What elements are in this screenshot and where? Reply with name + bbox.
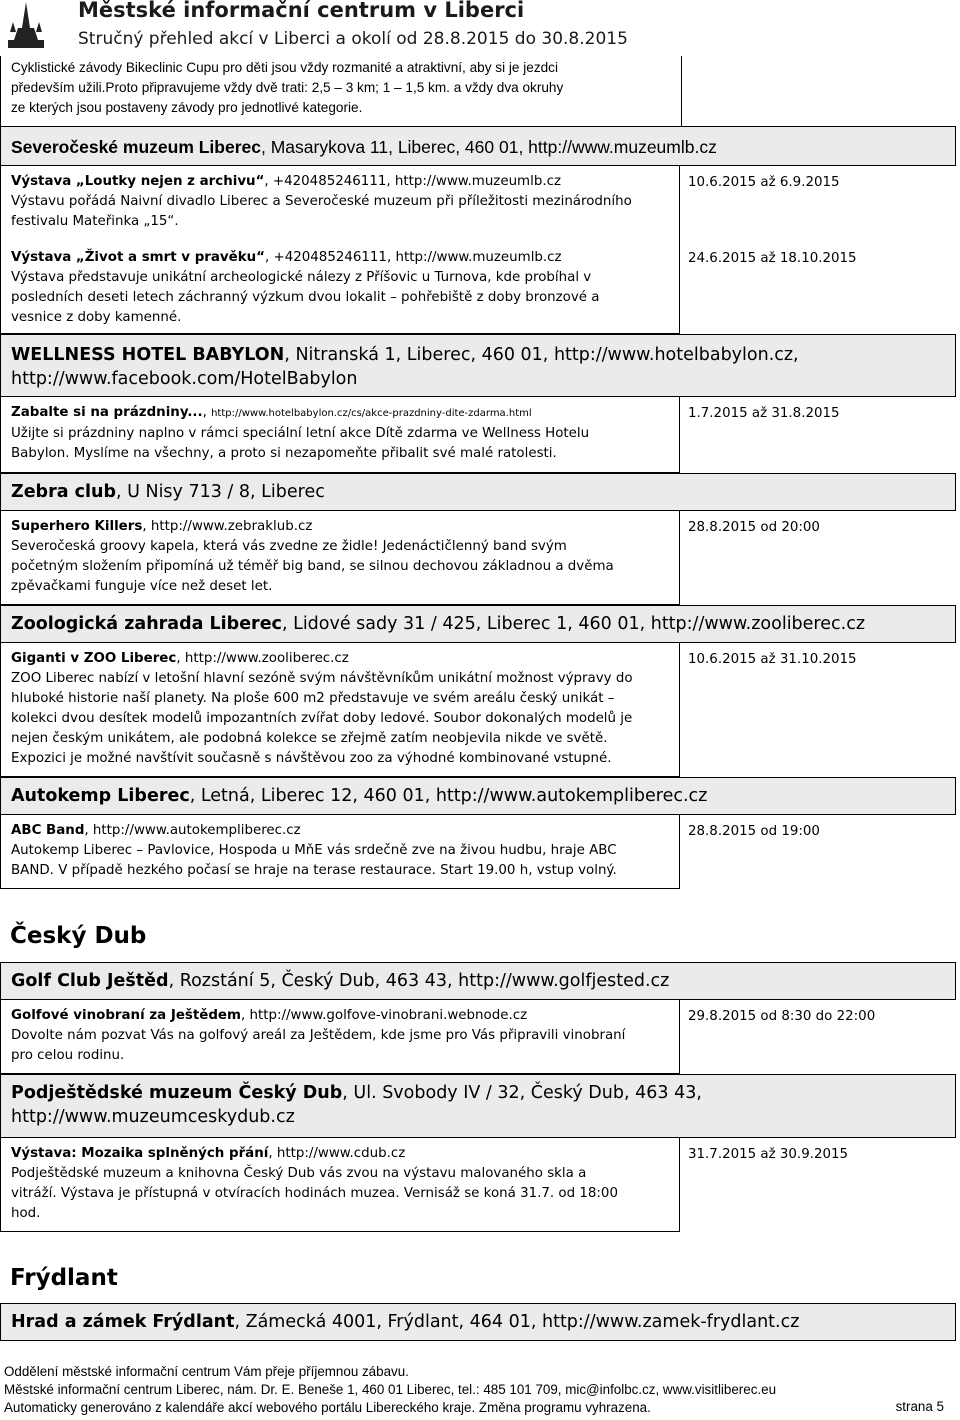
venue-address: , Masarykova 11, Liberec, 460 01, http://www.muzeumlb.cz (261, 137, 717, 157)
event-date: 1.7.2015 až 31.8.2015 (688, 406, 840, 421)
event-desc: Autokemp Liberec – Pavlovice, Hospoda u MňE vás srdečně zve na živou hudbu, hraje ABC (11, 843, 617, 858)
section-title: Frýdlant (10, 1265, 118, 1291)
venue-address: , Rozstání 5, Český Dub, 463 43, http://www.golfjested.cz (168, 971, 670, 991)
event-desc: Expozici je možné navštívit současně s návštěvou zoo za výhodné kombinované vstupné. (11, 751, 612, 766)
event-contact: , http://www.autokempliberec.cz (84, 823, 301, 838)
event-desc: Severočeská groovy kapela, která vás zvedne ze židle! Jedenáctičlenný band svým (11, 539, 567, 554)
intro-line: Cyklistické závody Bikeclinic Cupu pro děti jsou vždy rozmanité a atraktivní, aby si je jezdci (11, 60, 558, 75)
venue-address-2: http://www.muzeumceskydub.cz (11, 1107, 295, 1127)
event-desc: Babylon. Myslíme na všechny, a proto si nezapomeňte přibalit své malé ratolesti. (11, 446, 557, 461)
venue-header (0, 777, 956, 815)
event-entry (0, 511, 680, 605)
venue-address: , Lidové sady 31 / 425, Liberec 1, 460 01, http://www.zooliberec.cz (281, 614, 866, 634)
venue-name: Severočeské muzeum Liberec (11, 137, 261, 157)
event-title: Zabalte si na prázdniny... (11, 405, 203, 420)
venue-header (0, 1303, 956, 1341)
event-desc: kolekci dvou desítek modelů impozantních zvířat doby ledové. Soubor dokonalých modelů je (11, 711, 633, 726)
event-date: 28.8.2015 od 19:00 (688, 824, 820, 839)
event-entry (0, 397, 680, 473)
event-desc: zpěvačkami funguje více než deset let. (11, 579, 273, 594)
event-desc: vesnice z doby kamenné. (11, 310, 182, 325)
event-entry (0, 643, 680, 777)
event-date: 29.8.2015 od 8:30 do 22:00 (688, 1009, 876, 1024)
event-desc: BAND. V případě hezkého počasí se hraje na terase restaurace. Start 19.00 h, vstup volný. (11, 863, 617, 878)
event-title: ABC Band (11, 823, 85, 838)
section-title: Český Dub (10, 923, 147, 949)
event-desc: Výstavu pořádá Naivní divadlo Liberec a Severočeské muzeum při příležitosti mezinárodního (11, 194, 632, 209)
venue-address: , U Nisy 713 / 8, Liberec (115, 482, 325, 502)
event-date: 10.6.2015 až 31.10.2015 (688, 652, 857, 667)
venue-name: Autokemp Liberec (11, 786, 190, 806)
event-entry (0, 1138, 680, 1232)
header-title: Městské informační centrum v Liberci (78, 0, 525, 22)
event-entry (0, 166, 680, 334)
event-desc: Dovolte nám pozvat Vás na golfový areál za Ještědem, kde jsme pro Vás připravili vinobraní (11, 1028, 626, 1043)
event-contact: , http://www.zebraklub.cz (142, 519, 313, 534)
event-entry (0, 815, 680, 889)
event-desc: Podještědské muzeum a knihovna Český Dub vás zvou na výstavu malovaného skla a (11, 1166, 587, 1181)
event-date: 28.8.2015 od 20:00 (688, 520, 820, 535)
event-title: Výstava „Loutky nejen z archivu“ (11, 174, 265, 189)
event-contact: , (202, 405, 212, 420)
venue-address: , Nitranská 1, Liberec, 460 01, http://www.hotelbabylon.cz, (284, 345, 799, 365)
venue-name: WELLNESS HOTEL BABYLON (11, 345, 285, 365)
venue-header (0, 126, 956, 166)
event-desc: hluboké historie naší planety. Na ploše 600 m2 představuje ve svém areálu český unikát – (11, 691, 615, 706)
header-subtitle: Stručný přehled akcí v Liberci a okolí od 28.8.2015 do 30.8.2015 (78, 29, 628, 49)
liberec-city-logo-icon (4, 2, 48, 48)
event-desc: nejen českým unikátem, ale podobná kolekce se zřejmě zatím neobjevila nikde ve světě. (11, 731, 608, 746)
page-footer (4, 1363, 954, 1417)
event-title: Výstava „Život a smrt v pravěku“ (11, 250, 265, 265)
event-desc: početným složením připomíná už téměř big band, se silnou dechovou základnou a dvěma (11, 559, 614, 574)
footer-line: Automaticky generováno z kalendáře akcí webového portálu Libereckého kraje. Změna programu vyhrazena. (4, 1400, 651, 1415)
venue-header (0, 473, 956, 511)
event-title: Výstava: Mozaika splněných přání (11, 1146, 269, 1161)
venue-name: Hrad a zámek Frýdlant (11, 1312, 235, 1332)
page-number: strana 5 (895, 1399, 944, 1414)
footer-line: Oddělení městské informační centrum Vám přeje příjemnou zábavu. (4, 1364, 409, 1379)
event-date: 10.6.2015 až 6.9.2015 (688, 175, 840, 190)
venue-address: , Zámecká 4001, Frýdlant, 464 01, http://www.zamek-frydlant.cz (234, 1312, 800, 1332)
venue-header (0, 334, 956, 397)
venue-name: Golf Club Ještěd (11, 971, 169, 991)
venue-name: Zebra club (11, 482, 116, 502)
event-contact: , +420485246111, http://www.muzeumlb.cz (264, 250, 562, 265)
intro-box (0, 56, 682, 126)
venue-header (0, 1074, 956, 1138)
venue-address: , Letná, Liberec 12, 460 01, http://www.autokempliberec.cz (189, 786, 708, 806)
event-contact: , http://www.cdub.cz (268, 1146, 406, 1161)
event-url[interactable]: http://www.hotelbabylon.cz/cs/akce-prazdniny-dite-zdarma.html (211, 408, 532, 419)
event-desc: hod. (11, 1206, 41, 1221)
venue-address-2: http://www.facebook.com/HotelBabylon (11, 369, 358, 389)
event-contact: , +420485246111, http://www.muzeumlb.cz (264, 174, 561, 189)
venue-name: Zoologická zahrada Liberec (11, 614, 282, 634)
footer-line: Městské informační centrum Liberec, nám. Dr. E. Beneše 1, 460 01 Liberec, tel.: 485 101 709, mic@infolbc.cz, www.visitliberec.eu (4, 1382, 777, 1397)
venue-header (0, 962, 956, 1000)
event-desc: vitráží. Výstava je přístupná v otvíracích hodinách muzea. Vernisáž se koná 31.7. od 18:00 (11, 1186, 618, 1201)
event-desc: festivalu Mateřinka „15“. (11, 214, 179, 229)
event-desc: ZOO Liberec nabízí v letošní hlavní sezóně svým návštěvníkům unikátní možnost výpravy do (11, 671, 633, 686)
intro-line: především užili.Proto připravujeme vždy dvě trati: 2,5 – 3 km; 1 – 1,5 km. a vždy dva okruhy (11, 80, 564, 95)
event-contact: , http://www.golfove-vinobrani.webnode.cz (240, 1008, 528, 1023)
venue-address: , Ul. Svobody IV / 32, Český Dub, 463 43, (342, 1083, 702, 1103)
page-header (0, 0, 960, 56)
event-date: 31.7.2015 až 30.9.2015 (688, 1147, 849, 1162)
event-desc: Užijte si prázdniny naplno v rámci speciální letní akce Dítě zdarma ve Wellness Hotelu (11, 426, 590, 441)
event-date: 24.6.2015 až 18.10.2015 (688, 251, 857, 266)
venue-name: Podještědské muzeum Český Dub (11, 1083, 343, 1103)
event-entry (0, 1000, 680, 1074)
event-title: Superhero Killers (11, 519, 143, 534)
event-contact: , http://www.zooliberec.cz (176, 651, 349, 666)
event-desc: pro celou rodinu. (11, 1048, 125, 1063)
event-desc: Výstava představuje unikátní archeologické nálezy z Příšovic u Turnova, kde probíhal v (11, 270, 592, 285)
event-title: Giganti v ZOO Liberec (11, 651, 177, 666)
venue-header (0, 605, 956, 643)
event-desc: posledních deseti letech záchranný výzkum dvou lokalit – pohřebiště z doby bronzové a (11, 290, 600, 305)
event-title: Golfové vinobraní za Ještědem (11, 1008, 241, 1023)
intro-line: ze kterých jsou postaveny závody pro jednotlivé kategorie. (11, 100, 363, 115)
